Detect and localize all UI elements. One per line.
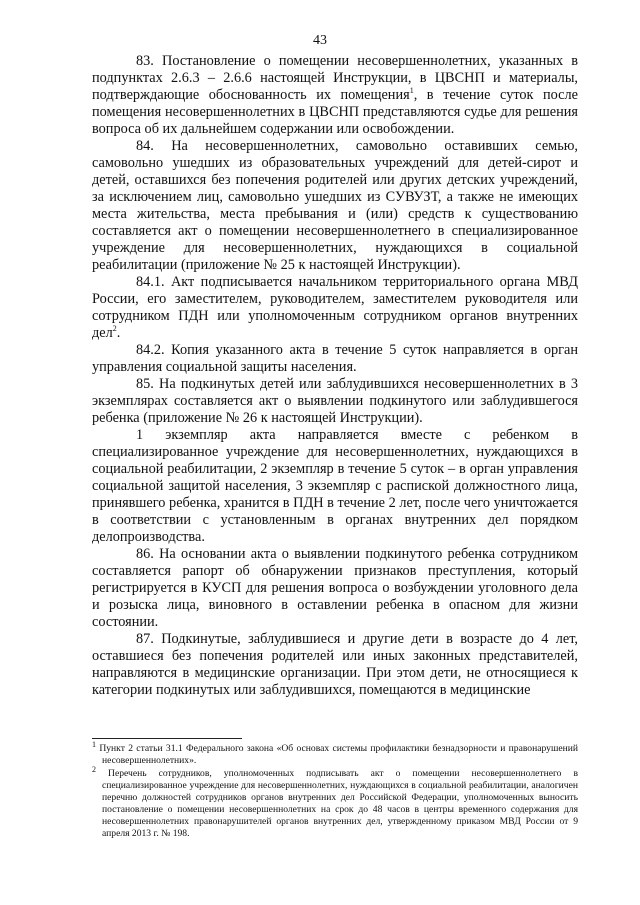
footnote-ref: 2 — [112, 324, 117, 334]
page-number: 43 — [313, 33, 327, 48]
paragraph: 86. На основании акта о выявлении подкинутого ребенка сотрудником составляется рапорт об обнаружении признаков преступления, который регистрируется в КУСП для решения вопроса о возбуждении уголовного дела и розыска лица, виновного в оставлении ребенка в опасном для жизни состоянии. — [92, 546, 578, 630]
footnotes-section — [92, 738, 578, 841]
paragraph: 83. Постановление о помещении несовершеннолетних, указанных в подпунктах 2.6.3 – 2.6.6 настоящей Инструкции, в ЦВСНП и материалы, подтверждающие обоснованность их помещения$^1$, в течение суток после помещения несовершеннолетних в ЦВСНП представляются судье для решения вопроса об их дальнейшем содержании или освобождении. — [92, 53, 578, 137]
footnote-mark: 1 — [92, 739, 96, 749]
paragraph: 84.1. Акт подписывается начальником территориального органа МВД России, его заместителем, руководителем, заместителем руководителя или сотрудником ПДН или уполномоченным сотрудником органов внутренних дел$^2$. — [92, 274, 578, 341]
paragraph: 84.2. Копия указанного акта в течение 5 суток направляется в орган управления социальной защиты населения. — [92, 342, 578, 375]
document-body — [92, 53, 578, 699]
footnote: $^2$ Перечень сотрудников, уполномоченных подписывать акт о помещении несовершеннолетнего в специализированное учреждение для несовершеннолетних, нуждающихся в социальной реабилитации, аналогичен перечню должностей сотрудников органов внутренних дел Российской Федерации, уполномоченных выносить постановление о помещении несовершеннолетних на срок до 48 часов в центры временного содержания для несовершеннолетних правонарушителей органов внутренних дел, утвержденному приказом МВД России от 9 апреля 2013 г. № 198. — [92, 764, 578, 839]
footnote-separator — [92, 738, 242, 739]
paragraph: 84. На несовершеннолетних, самовольно оставивших семью, самовольно ушедших из образовательных учреждений для детей-сирот и детей, оставшихся без попечения родителей или других детских учреждений, за исключением лиц, самовольно ушедших из СУВУЗТ, а также не имеющих места жительства, места пребывания и (или) средств к существованию составляется акт о помещении несовершеннолетнего в специализированное учреждение для несовершеннолетних, нуждающихся в социальной реабилитации (приложение № 25 к настоящей Инструкции). — [92, 138, 578, 273]
paragraph: 87. Подкинутые, заблудившиеся и другие дети в возрасте до 4 лет, оставшиеся без попечения родителей или иных законных представителей, направляются в медицинские организации. При этом дети, не относящиеся к категории подкинутых или заблудившихся, помещаются в медицинские — [92, 631, 578, 698]
footnote: $^1$ Пункт 2 статьи 31.1 Федерального закона «Об основах системы профилактики безнадзорности и правонарушений несовершеннолетних». — [92, 739, 578, 766]
footnote-mark: 2 — [92, 764, 96, 774]
footnote-ref: 1 — [409, 86, 414, 96]
paragraph: 85. На подкинутых детей или заблудившихся несовершеннолетних в 3 экземплярах составляется акт о выявлении подкинутого или заблудившегося ребенка (приложение № 26 к настоящей Инструкции). — [92, 376, 578, 426]
paragraph: 1 экземпляр акта направляется вместе с ребенком в специализированное учреждение для несовершеннолетних, нуждающихся в социальной реабилитации, 2 экземпляр в течение 5 суток – в орган управления социальной защитой населения, 3 экземпляр с распиской должностного лица, принявшего ребенка, хранится в ПДН в течение 2 лет, после чего уничтожается в соответствии с установленным в органах внутренних дел порядком делопроизводства. — [92, 427, 578, 545]
